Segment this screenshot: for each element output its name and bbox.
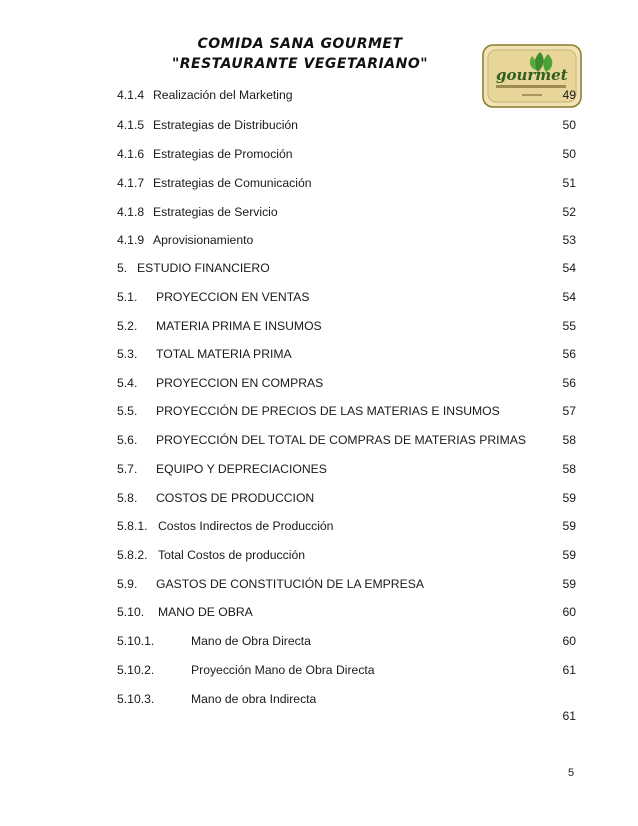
toc-entry-number: 5.8.2. — [117, 548, 148, 562]
toc-entry[interactable] — [117, 548, 576, 566]
toc-entry-label: MANO DE OBRA — [158, 605, 253, 619]
toc-entry-label: Mano de Obra Directa — [191, 634, 311, 648]
toc-entry-label: Estrategias de Distribución — [153, 118, 298, 132]
toc-entry[interactable] — [117, 605, 576, 623]
toc-entry[interactable] — [117, 118, 576, 136]
toc-entry-page: 59 — [562, 548, 576, 562]
toc-entry-label: ESTUDIO FINANCIERO — [137, 261, 270, 275]
toc-entry-label: Mano de obra Indirecta — [191, 692, 317, 706]
toc-entry-label: TOTAL MATERIA PRIMA — [156, 347, 292, 361]
toc-entry-page: 50 — [562, 118, 576, 132]
toc-entry[interactable] — [117, 433, 576, 451]
toc-entry-page: 55 — [562, 319, 576, 333]
toc-entry[interactable] — [117, 692, 576, 728]
toc-entry[interactable] — [117, 634, 576, 652]
toc-entry-page: 60 — [562, 634, 576, 648]
toc-entry-number: 5.6. — [117, 433, 138, 447]
toc-entry[interactable] — [117, 404, 576, 422]
toc-entry-page: 58 — [562, 462, 576, 476]
toc-entry-number: 4.1.6 — [117, 147, 145, 161]
toc-entry[interactable] — [117, 491, 576, 509]
toc-entry-label: Costos Indirectos de Producción — [158, 519, 334, 533]
toc-entry-number: 5.9. — [117, 577, 138, 591]
toc-entry-number: 4.1.4 — [117, 88, 145, 102]
toc-entry-page: 51 — [562, 176, 576, 190]
toc-entry-label: Aprovisionamiento — [153, 233, 254, 247]
toc-entry-label: Estrategias de Promoción — [153, 147, 293, 161]
toc-entry[interactable] — [117, 376, 576, 394]
toc-entry-page: 57 — [562, 404, 576, 418]
toc-entry-page: 53 — [562, 233, 576, 247]
toc-entry-number: 5.7. — [117, 462, 138, 476]
toc-entry-number: 4.1.8 — [117, 205, 145, 219]
toc-entry-page: 59 — [562, 491, 576, 505]
toc-entry-label: PROYECCION EN VENTAS — [156, 290, 310, 304]
toc-entry[interactable] — [117, 347, 576, 365]
toc-entry-number: 5.8. — [117, 491, 138, 505]
toc-entry-number: 5.5. — [117, 404, 138, 418]
toc-entry-page: 50 — [562, 147, 576, 161]
toc-entry-number: 5.10.1. — [117, 634, 155, 648]
toc-entry-page: 52 — [562, 205, 576, 219]
toc-entry[interactable] — [117, 233, 576, 251]
toc-entry[interactable] — [117, 319, 576, 337]
toc-entry-number: 4.1.5 — [117, 118, 145, 132]
toc-entry-page: 54 — [562, 290, 576, 304]
toc-entry-label: MATERIA PRIMA E INSUMOS — [156, 319, 322, 333]
toc-entry-label: Realización del Marketing — [153, 88, 293, 102]
toc-entry-number: 5.10.3. — [117, 692, 155, 706]
toc-entry-number: 5.2. — [117, 319, 138, 333]
header-title-line2: "RESTAURANTE VEGETARIANO" — [171, 56, 429, 72]
toc-entry-page: 61 — [562, 709, 576, 723]
toc-entry-page: 56 — [562, 347, 576, 361]
toc-entry[interactable] — [117, 147, 576, 165]
toc-entry[interactable] — [117, 88, 576, 106]
toc-entry-label: Estrategias de Servicio — [153, 205, 278, 219]
toc-entry-label: COSTOS DE PRODUCCION — [156, 491, 315, 505]
toc-entry-label: Proyección Mano de Obra Directa — [191, 663, 375, 677]
page-number: 5 — [568, 767, 575, 779]
toc-entry-label: Total Costos de producción — [158, 548, 306, 562]
toc-entry-page: 54 — [562, 261, 576, 275]
toc-entry-page: 58 — [562, 433, 576, 447]
toc-entry[interactable] — [117, 176, 576, 194]
toc-entry-number: 5.4. — [117, 376, 138, 390]
toc-entry-page: 61 — [562, 663, 576, 677]
toc-entry[interactable] — [117, 205, 576, 223]
toc-entry[interactable] — [117, 519, 576, 537]
toc-entry-page: 60 — [562, 605, 576, 619]
toc-entry-label: PROYECCIÓN DEL TOTAL DE COMPRAS DE MATERIAS PRIMAS — [156, 433, 526, 447]
toc-entry-label: PROYECCIÓN DE PRECIOS DE LAS MATERIAS E INSUMOS — [156, 404, 500, 418]
toc-entry-label: GASTOS DE CONSTITUCIÓN DE LA EMPRESA — [156, 577, 424, 591]
toc-entry[interactable] — [117, 261, 576, 279]
toc-entry-page: 59 — [562, 577, 576, 591]
toc-entry-number: 5. — [117, 261, 128, 275]
svg-text:gourmet: gourmet — [496, 66, 568, 84]
toc-entry-label: PROYECCION EN COMPRAS — [156, 376, 324, 390]
toc-entry-number: 5.10.2. — [117, 663, 155, 677]
toc-entry[interactable] — [117, 663, 576, 681]
toc-entry-label: EQUIPO Y DEPRECIACIONES — [156, 462, 327, 476]
toc-entry[interactable] — [117, 290, 576, 308]
toc-entry-number: 5.8.1. — [117, 519, 148, 533]
toc-entry[interactable] — [117, 462, 576, 480]
toc-entry-page: 59 — [562, 519, 576, 533]
toc-entry-page: 56 — [562, 376, 576, 390]
toc-entry-number: 5.3. — [117, 347, 138, 361]
toc-entry[interactable] — [117, 577, 576, 595]
toc-entry-label: Estrategias de Comunicación — [153, 176, 312, 190]
toc-entry-number: 5.10. — [117, 605, 145, 619]
toc-entry-number: 4.1.9 — [117, 233, 145, 247]
toc-entry-number: 4.1.7 — [117, 176, 145, 190]
toc-entry-page: 49 — [562, 88, 576, 102]
header-title-line1: COMIDA SANA GOURMET — [197, 36, 403, 52]
toc-entry-number: 5.1. — [117, 290, 138, 304]
